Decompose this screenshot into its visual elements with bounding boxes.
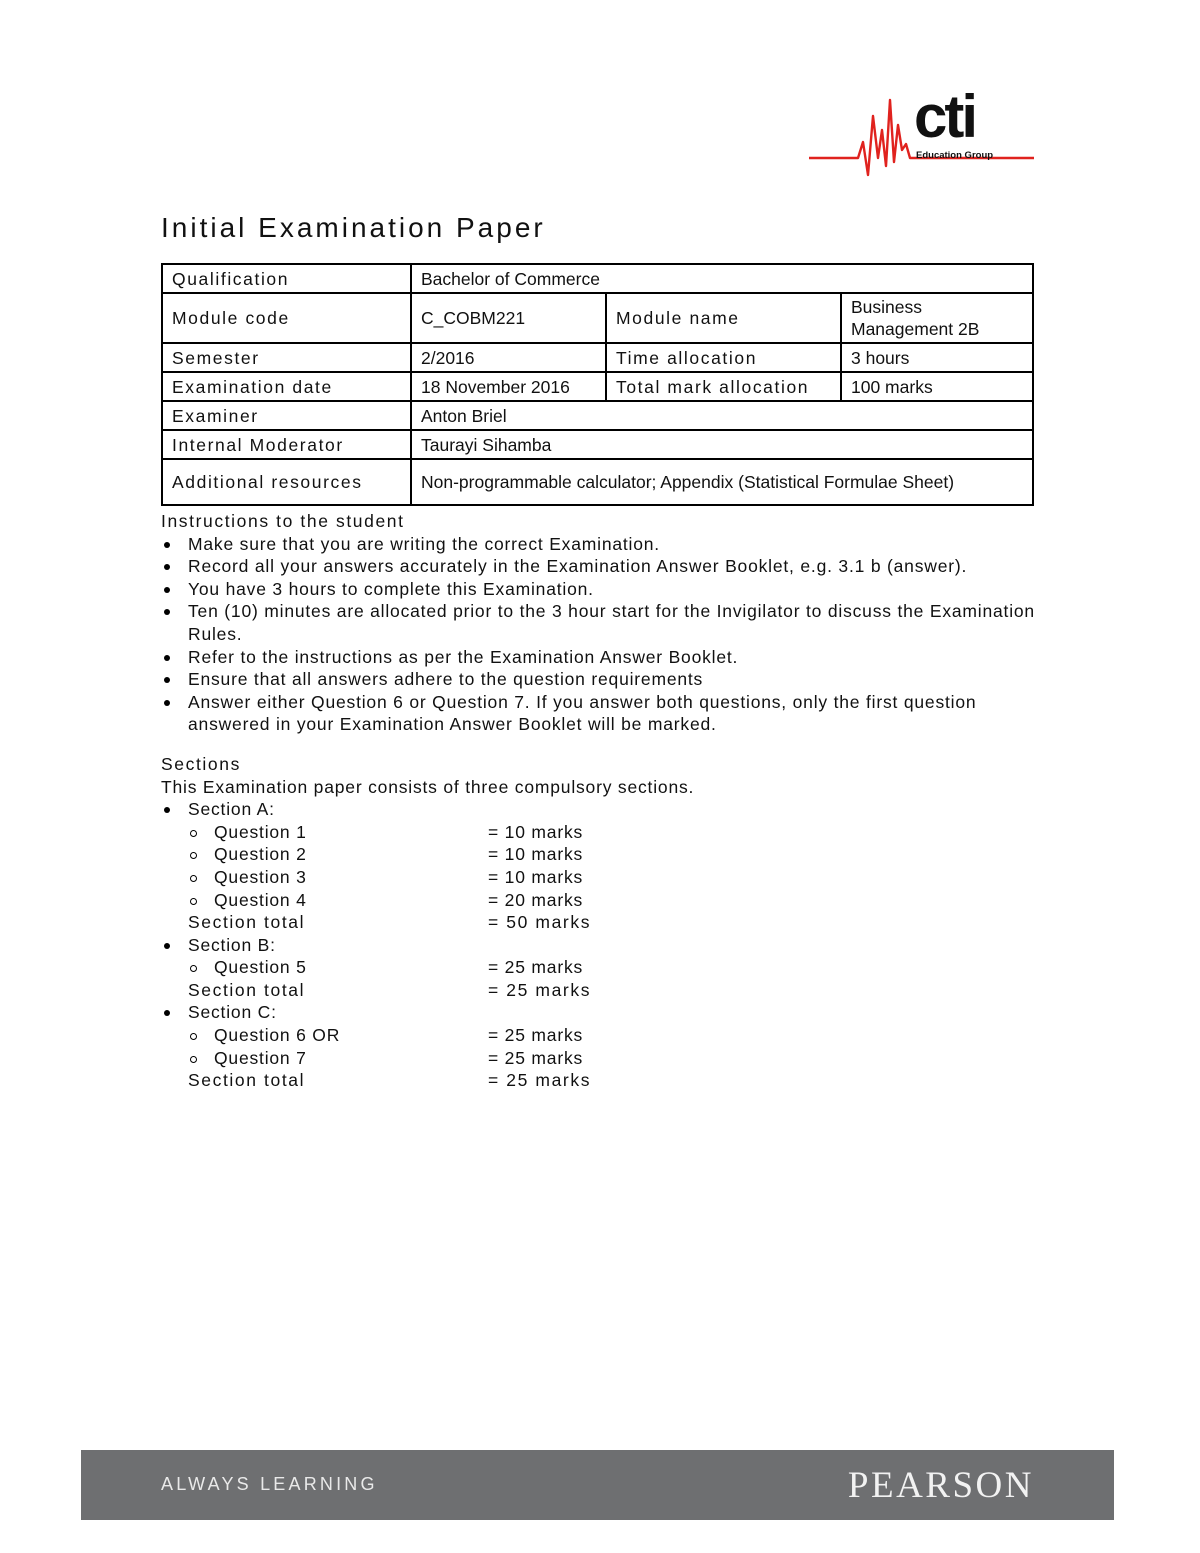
sections-list — [161, 798, 1041, 1092]
section-total-value: = 50 marks — [488, 912, 592, 933]
question-label: Question 4 — [214, 889, 307, 910]
heartbeat-logo-graphic — [806, 70, 1038, 182]
exam-date-value: 18 November 2016 — [411, 372, 606, 401]
list-item: You have 3 hours to complete this Examination. — [161, 578, 1041, 601]
logo-subtitle: Education Group — [916, 150, 994, 161]
table-row — [162, 459, 1033, 505]
examiner-label: Examiner — [162, 401, 411, 430]
time-allocation-value: 3 hours — [841, 343, 1033, 372]
table-row — [162, 293, 1033, 343]
semester-value: 2/2016 — [411, 343, 606, 372]
section-total-value: = 25 marks — [488, 979, 592, 1000]
table-row — [162, 401, 1033, 430]
list-item: Answer either Question 6 or Question 7. If you answer both questions, only the first question answered in your Examination Answer Booklet will be marked. — [161, 691, 1041, 736]
moderator-label: Internal Moderator — [162, 430, 411, 459]
qualification-value: Bachelor of Commerce — [411, 264, 1033, 293]
section-item — [161, 934, 1041, 1002]
section-total-value: = 25 marks — [488, 1070, 592, 1091]
examiner-value: Anton Briel — [411, 401, 1033, 430]
module-name-label: Module name — [606, 293, 841, 343]
question-row — [188, 889, 1041, 912]
sections-intro: This Examination paper consists of three compulsory sections. — [161, 776, 695, 797]
table-row — [162, 343, 1033, 372]
question-row — [188, 821, 1041, 844]
list-item: Ten (10) minutes are allocated prior to the 3 hour start for the Invigilator to discuss the Examination Rules. — [161, 600, 1041, 645]
module-name-value: Business Management 2B — [841, 293, 1033, 343]
footer-banner — [81, 1450, 1114, 1520]
list-item: Refer to the instructions as per the Examination Answer Booklet. — [161, 646, 1041, 669]
total-mark-value: 100 marks — [841, 372, 1033, 401]
table-row — [162, 430, 1033, 459]
sections-heading: Sections — [161, 753, 241, 774]
question-label: Question 5 — [214, 957, 307, 978]
instructions-heading: Instructions to the student — [161, 511, 405, 531]
section-name: Section A: — [188, 799, 275, 820]
section-total-row — [188, 979, 1041, 1002]
list-item: Make sure that you are writing the correct Examination. — [161, 533, 1041, 556]
page-title: Initial Examination Paper — [161, 212, 546, 243]
section-total-label: Section total — [188, 1070, 306, 1091]
exam-info-table — [161, 263, 1034, 506]
question-marks: = 25 marks — [488, 1025, 584, 1046]
question-marks: = 10 marks — [488, 821, 584, 842]
list-item: Record all your answers accurately in the Examination Answer Booklet, e.g. 3.1 b (answer). — [161, 555, 1041, 578]
question-row — [188, 843, 1041, 866]
moderator-value: Taurayi Sihamba — [411, 430, 1033, 459]
question-row — [188, 956, 1041, 979]
question-row — [188, 1024, 1041, 1047]
total-mark-label: Total mark allocation — [606, 372, 841, 401]
section-total-label: Section total — [188, 979, 306, 1000]
module-code-label: Module code — [162, 293, 411, 343]
semester-label: Semester — [162, 343, 411, 372]
logo-word: cti — [914, 83, 976, 150]
question-marks: = 20 marks — [488, 889, 584, 910]
question-label: Question 6 OR — [214, 1025, 341, 1046]
section-name: Section B: — [188, 934, 276, 955]
question-row — [188, 866, 1041, 889]
instructions-list — [161, 533, 1041, 736]
section-total-label: Section total — [188, 912, 306, 933]
question-row — [188, 1047, 1041, 1070]
section-total-row — [188, 911, 1041, 934]
time-allocation-label: Time allocation — [606, 343, 841, 372]
question-marks: = 25 marks — [488, 957, 584, 978]
exam-date-label: Examination date — [162, 372, 411, 401]
question-marks: = 10 marks — [488, 844, 584, 865]
table-row — [162, 264, 1033, 293]
footer-brand: PEARSON — [847, 1465, 1034, 1506]
resources-value: Non-programmable calculator; Appendix (Statistical Formulae Sheet) — [411, 459, 1033, 505]
footer-tagline: ALWAYS LEARNING — [161, 1474, 378, 1494]
qualification-label: Qualification — [162, 264, 411, 293]
list-item: Ensure that all answers adhere to the question requirements — [161, 668, 1041, 691]
cti-logo — [806, 70, 1038, 182]
resources-label: Additional resources — [162, 459, 411, 505]
question-label: Question 7 — [214, 1047, 307, 1068]
question-label: Question 2 — [214, 844, 307, 865]
question-label: Question 1 — [214, 821, 307, 842]
question-marks: = 25 marks — [488, 1047, 584, 1068]
exam-content — [161, 510, 1041, 1092]
table-row — [162, 372, 1033, 401]
section-total-row — [188, 1069, 1041, 1092]
section-item — [161, 1001, 1041, 1091]
question-label: Question 3 — [214, 866, 307, 887]
section-item — [161, 798, 1041, 934]
question-marks: = 10 marks — [488, 866, 584, 887]
section-name: Section C: — [188, 1002, 277, 1023]
module-code-value: C_COBM221 — [411, 293, 606, 343]
